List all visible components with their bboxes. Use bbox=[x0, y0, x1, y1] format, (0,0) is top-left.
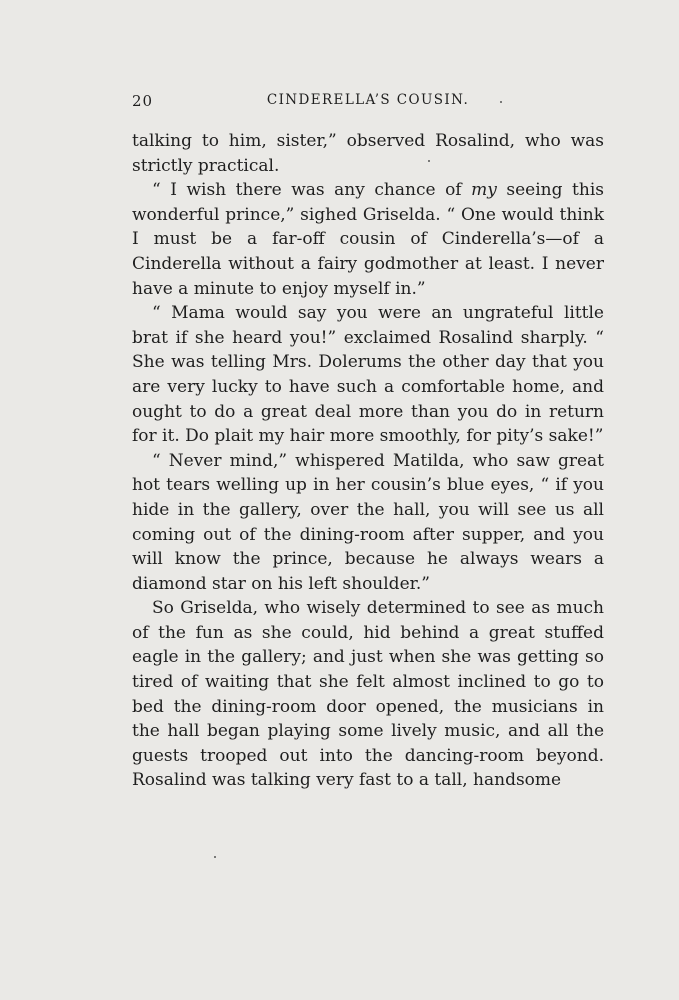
paragraph-text-before-emphasis: “ I wish there was any chance of bbox=[152, 180, 472, 201]
emphasis-text: my bbox=[471, 180, 497, 201]
running-title: CINDERELLA’S COUSIN. bbox=[266, 92, 470, 108]
body-text bbox=[132, 129, 604, 793]
paragraph-griselda-wish bbox=[132, 178, 604, 301]
paragraph-gallery-scene: So Griselda, who wisely determined to see as much of the fun as she could, hid behind a great stuffed eagle in the gallery; and just when she was getting so tired of waiting that she felt almost inclined to go to bed the dining-room door opened, the musicians in the hall began playing some lively music, and all the guests trooped out into the dancing-room beyond. Rosalind was talking very fast to a tall, handsome bbox=[132, 598, 604, 791]
print-speck bbox=[428, 160, 430, 162]
print-speck bbox=[214, 856, 216, 858]
print-speck bbox=[500, 101, 502, 103]
page-header bbox=[132, 92, 604, 114]
page-number: 20 bbox=[132, 92, 154, 110]
paragraph-text-after-emphasis: seeing this wonderful prince,” sighed Griselda. “ One would think I must be a far-off cousin of Cinderella’s—of a Cinderella without a fairy godmother at least. I never have a minute to enjoy myself in.” bbox=[132, 180, 604, 299]
paragraph-rosalind-reply: “ Mama would say you were an ungrateful little brat if she heard you!” exclaimed Rosalind sharply. “ She was telling Mrs. Dolerums the other day that you are very lucky to have such a comfortable home, and ought to do a great deal more than you do in return for it. Do plait my hair more smoothly, for pity’s sake!” bbox=[132, 303, 604, 447]
paragraph-continuation: talking to him, sister,” observed Rosalind, who was strictly practical. bbox=[132, 131, 604, 176]
paragraph-matilda-whisper: “ Never mind,” whispered Matilda, who saw great hot tears welling up in her cousin’s blue eyes, “ if you hide in the gallery, over the hall, you will see us all coming out of the dining-room after supper, and you will know the prince, because he always wears a diamond star on his left shoulder.” bbox=[132, 450, 604, 594]
